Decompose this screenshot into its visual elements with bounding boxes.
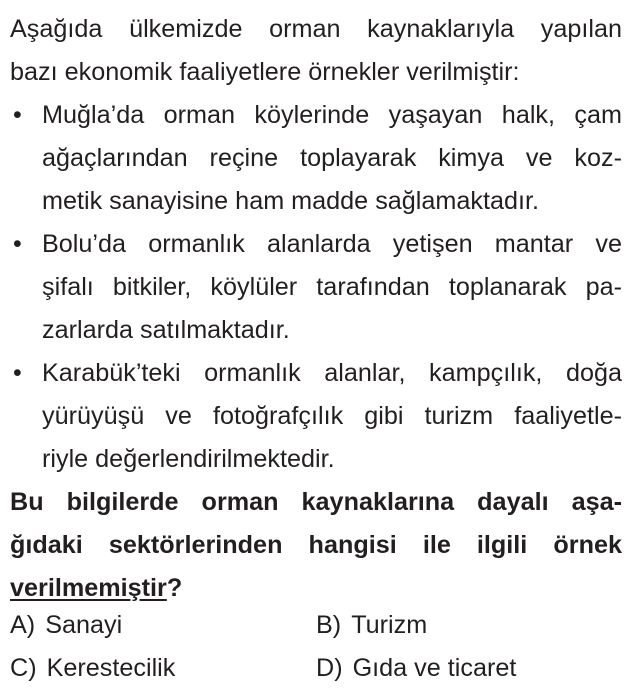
bullet-item-bolu bbox=[10, 223, 622, 352]
option-a[interactable] bbox=[10, 604, 316, 647]
stem-question-mark: ? bbox=[166, 574, 183, 602]
bullet-3-line-1: Karabük’teki ormanlık alanlar, kampçılık, doğa bbox=[42, 359, 622, 387]
bullet-3-line-2: yürüyüşü ve fotoğrafçılık gibi turizm faaliyetle- bbox=[42, 402, 622, 430]
option-c-label: C) bbox=[10, 654, 37, 682]
bullet-icon: • bbox=[13, 230, 22, 258]
bullet-2-line-2: şifalı bitkiler, köylüler tarafından toplanarak pa- bbox=[42, 273, 622, 301]
option-d-label: D) bbox=[316, 654, 343, 682]
bullet-item-mugla bbox=[10, 94, 622, 223]
bullet-icon: • bbox=[13, 101, 22, 129]
option-d-text: Gıda ve ticaret bbox=[352, 654, 517, 682]
option-b-text: Turizm bbox=[351, 611, 428, 639]
intro-line-1: Aşağıda ülkemizde orman kaynaklarıyla yapılan bbox=[10, 15, 622, 43]
question-stem bbox=[10, 481, 622, 610]
bullet-1-line-2: ağaçlarından reçine toplayarak kimya ve koz- bbox=[42, 144, 622, 172]
option-c-text: Kerestecilik bbox=[46, 654, 176, 682]
bullet-1-line-3: metik sanayisine ham madde sağlamaktadır. bbox=[42, 187, 539, 215]
options-row-1 bbox=[10, 604, 622, 647]
options-row-2 bbox=[10, 647, 622, 690]
question-body bbox=[10, 8, 622, 610]
bullet-3-line-3: riyle değerlendirilmektedir. bbox=[42, 445, 335, 473]
option-c[interactable] bbox=[10, 647, 316, 690]
option-a-text: Sanayi bbox=[45, 611, 123, 639]
option-d[interactable] bbox=[316, 647, 622, 690]
option-a-label: A) bbox=[10, 611, 36, 639]
option-b[interactable] bbox=[316, 604, 622, 647]
bullet-icon: • bbox=[13, 359, 22, 387]
bullet-2-line-1: Bolu’da ormanlık alanlarda yetişen mantar ve bbox=[42, 230, 622, 258]
bullet-item-karabuk bbox=[10, 352, 622, 481]
bullet-1-line-1: Muğla’da orman köylerinde yaşayan halk, çam bbox=[42, 101, 622, 129]
bullet-2-line-3: zarlarda satılmaktadır. bbox=[42, 316, 290, 344]
option-b-label: B) bbox=[316, 611, 342, 639]
stem-line-2: ğıdaki sektörlerinden hangisi ile ilgili örnek bbox=[10, 531, 622, 559]
answer-options bbox=[10, 604, 622, 690]
intro-line-2: bazı ekonomik faaliyetlere örnekler verilmiştir: bbox=[10, 58, 520, 86]
stem-negation-word: verilmemiştir bbox=[10, 574, 167, 602]
stem-line-1: Bu bilgilerde orman kaynaklarına dayalı aşa- bbox=[10, 488, 622, 516]
